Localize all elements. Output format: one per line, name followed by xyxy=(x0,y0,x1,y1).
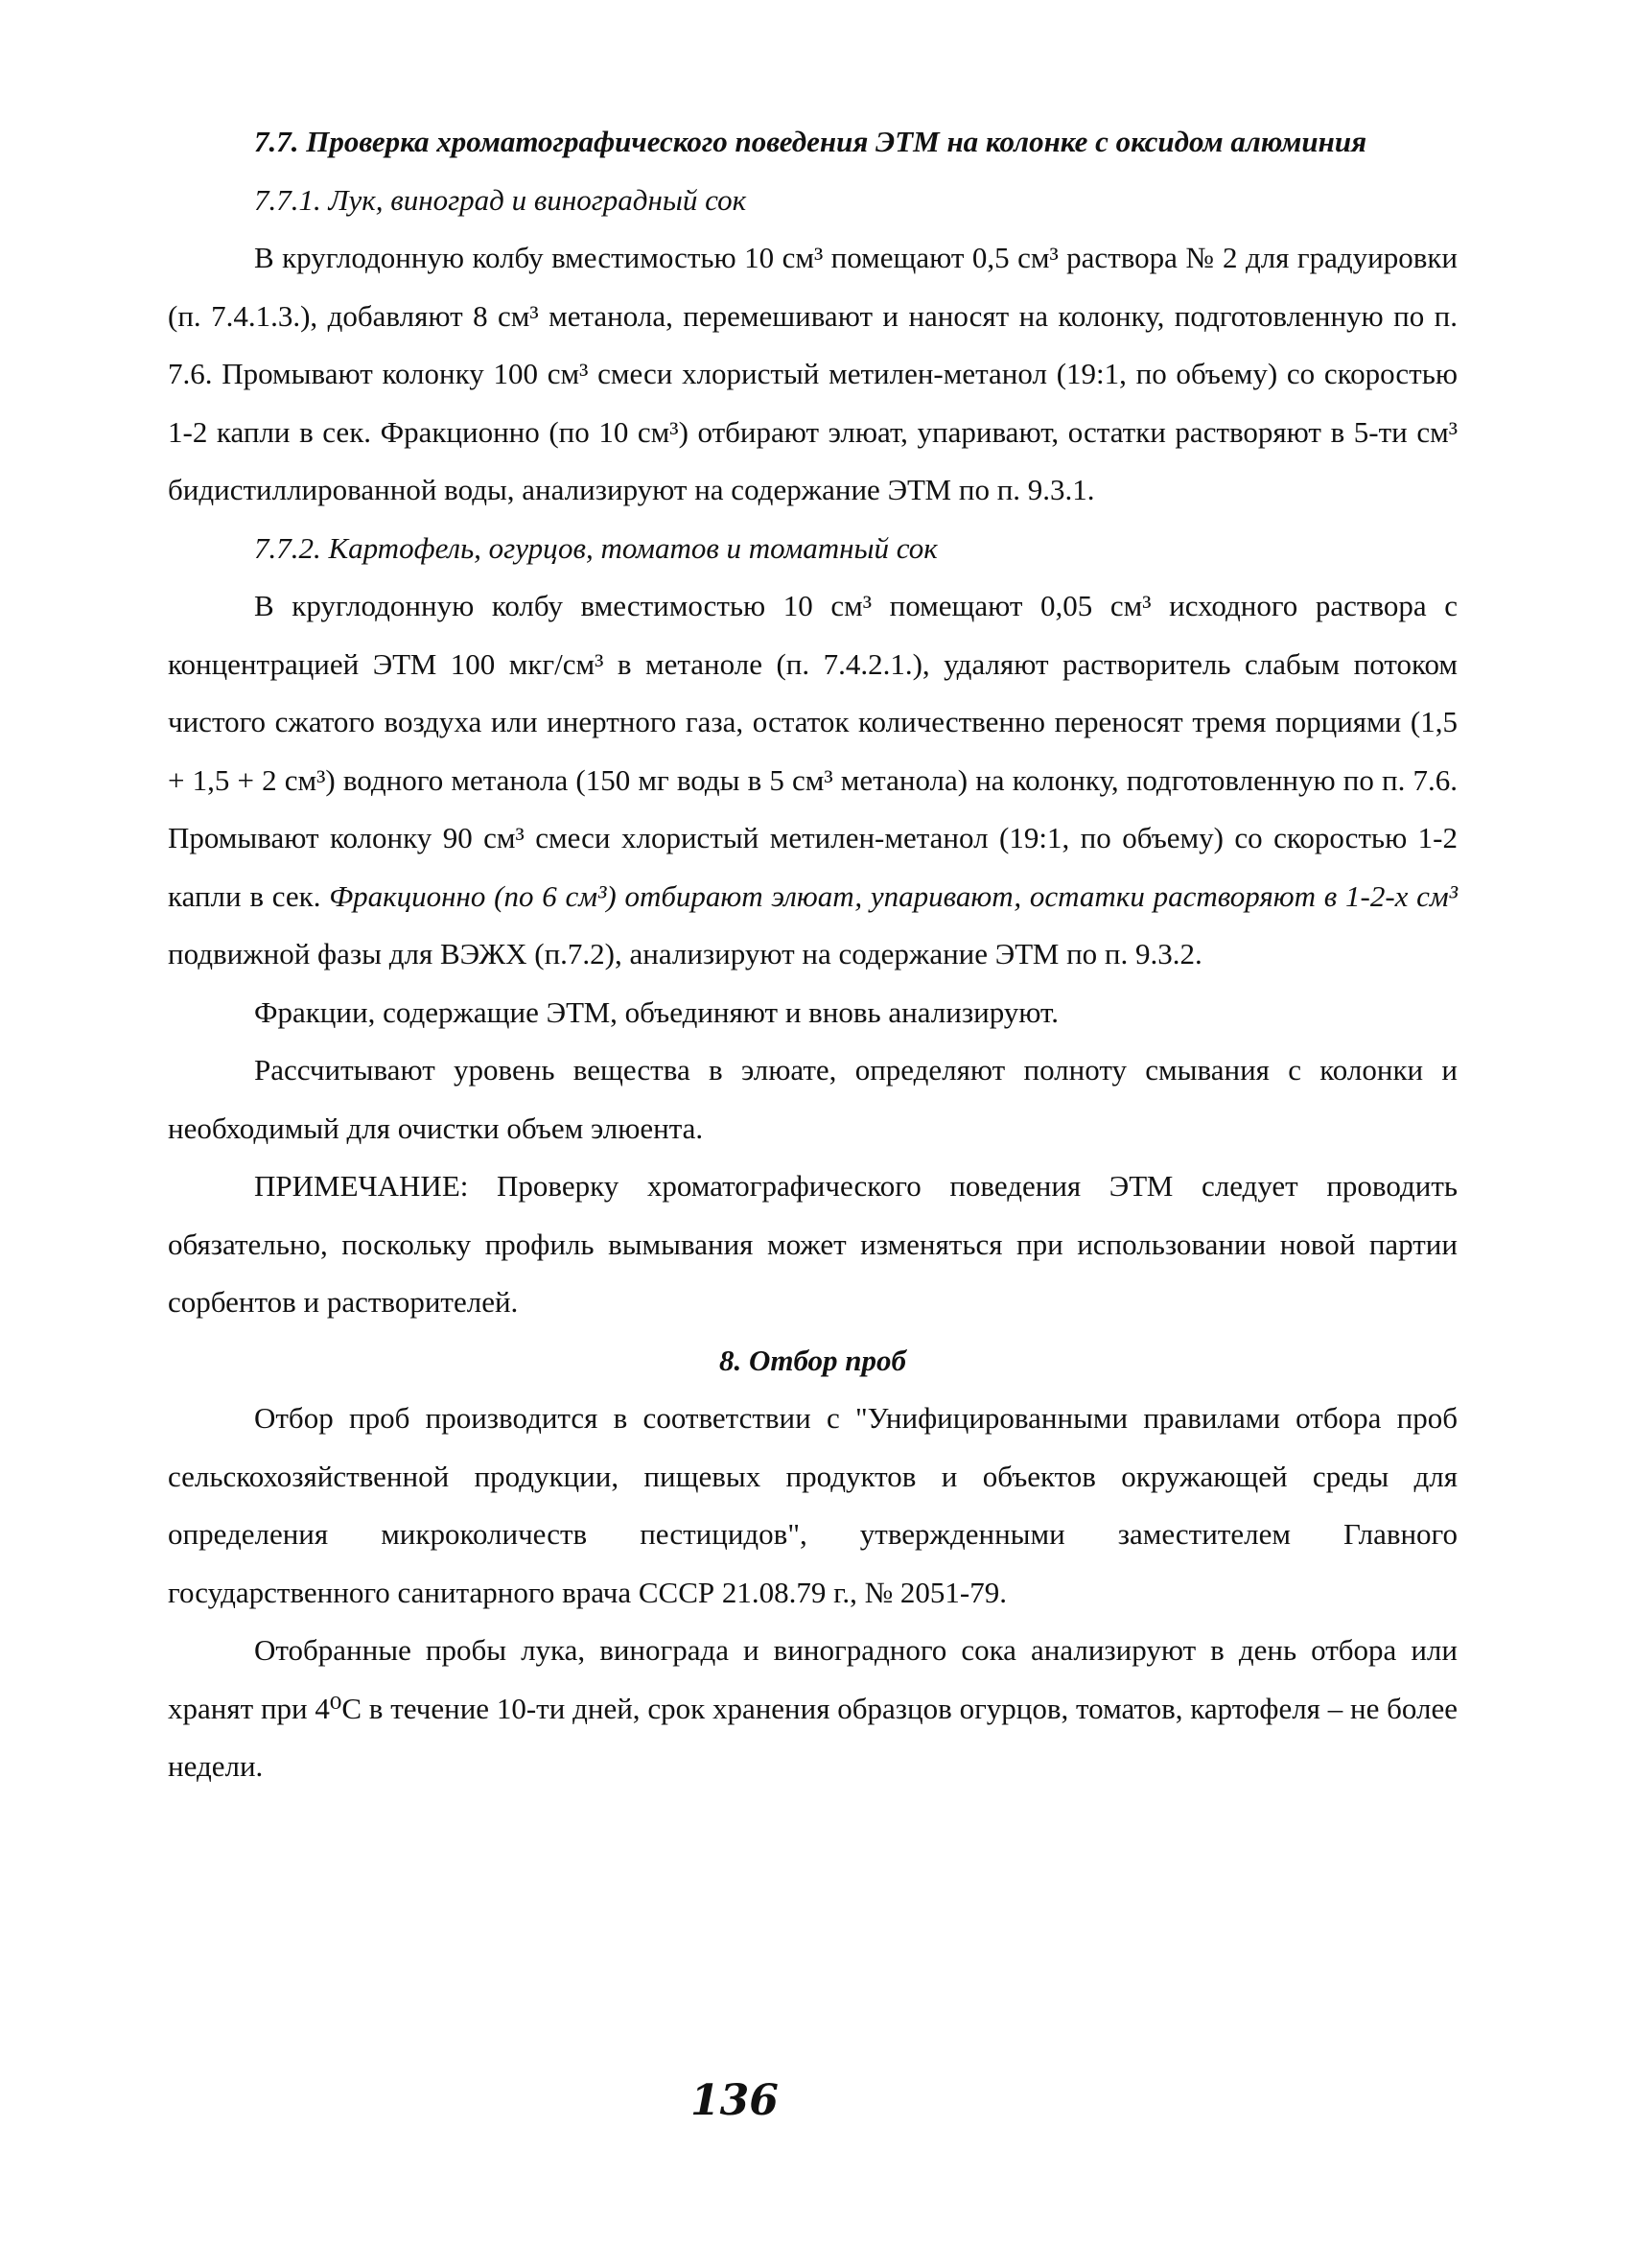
page-number: 136 xyxy=(690,2076,779,2125)
section-7-7-1-heading: 7.7.1. Лук, виноград и виноградный сок xyxy=(254,182,747,217)
section-7-7-2-paragraph-tail: подвижной фазы для ВЭЖХ (п.7.2), анализируют на содержание ЭТМ по п. 9.3.2. xyxy=(168,937,1202,970)
section-7-7-2-paragraph-italic: Фракционно (по 6 см³) отбирают элюат, упаривают, остатки растворяют в 1-2-х см³ xyxy=(329,878,1459,913)
section-8-heading: 8. Отбор проб xyxy=(718,1343,907,1377)
document-page xyxy=(168,113,1458,1796)
section-7-7-heading: 7.7. Проверка хроматографического поведения ЭТМ на колонке с оксидом алюминия xyxy=(254,125,1367,158)
section-7-7-2-paragraph-main: В круглодонную колбу вместимостью 10 см³ помещают 0,05 см³ исходного раствора с концентрацией ЭТМ 100 мкг/см³ в метаноле (п. 7.4.2.1.), удаляют растворитель слабым потоком чистого сжатого воздуха или инертного газа, остаток количественно переносят тремя порциями (1,5 + 1,5 + 2 см³) водного метанола (150 мг воды в 5 см³ метанола) на колонку, подготовленную по п. 7.6. Промывают колонку 90 см³ смеси хлористый метилен-метанол (19:1, по объему) со скоростью 1-2 капли в сек. xyxy=(168,589,1458,913)
section-8-paragraph-2: Отобранные пробы лука, винограда и виноградного сока анализируют в день отбора или хранят при 4⁰С в течение 10-ти дней, срок хранения образцов огурцов, томатов, картофеля – не более недели. xyxy=(168,1633,1458,1783)
fractions-paragraph: Фракции, содержащие ЭТМ, объединяют и вновь анализируют. xyxy=(254,994,1059,1029)
section-8-paragraph-1: Отбор проб производится в соответствии с "Унифицированными правилами отбора проб сельскохозяйственной продукции, пищевых продуктов и объектов окружающей среды для определения микроколичеств пестицидов", утвержденными заместителем Главного государственного санитарного врача СССР 21.08.79 г., № 2051-79. xyxy=(168,1401,1458,1609)
section-7-7-2-heading: 7.7.2. Картофель, огурцов, томатов и томатный сок xyxy=(254,530,938,565)
calculation-paragraph: Рассчитывают уровень вещества в элюате, определяют полноту смывания с колонки и необходимый для очистки объем элюента. xyxy=(168,1053,1458,1145)
note-paragraph: ПРИМЕЧАНИЕ: Проверку хроматографического поведения ЭТМ следует проводить обязательно, поскольку профиль вымывания может изменяться при использовании новой партии сорбентов и растворителей. xyxy=(168,1169,1458,1319)
section-7-7-1-paragraph: В круглодонную колбу вместимостью 10 см³ помещают 0,5 см³ раствора № 2 для градуировки (п. 7.4.1.3.), добавляют 8 см³ метанола, перемешивают и наносят на колонку, подготовленную по п. 7.6. Промывают колонку 100 см³ смеси хлористый метилен-метанол (19:1, по объему) со скоростью 1-2 капли в сек. Фракционно (по 10 см³) отбирают элюат, упаривают, остатки растворяют в 5-ти см³ бидистиллированной воды, анализируют на содержание ЭТМ по п. 9.3.1. xyxy=(168,241,1458,506)
section-7-7-2-paragraph xyxy=(168,577,1458,984)
